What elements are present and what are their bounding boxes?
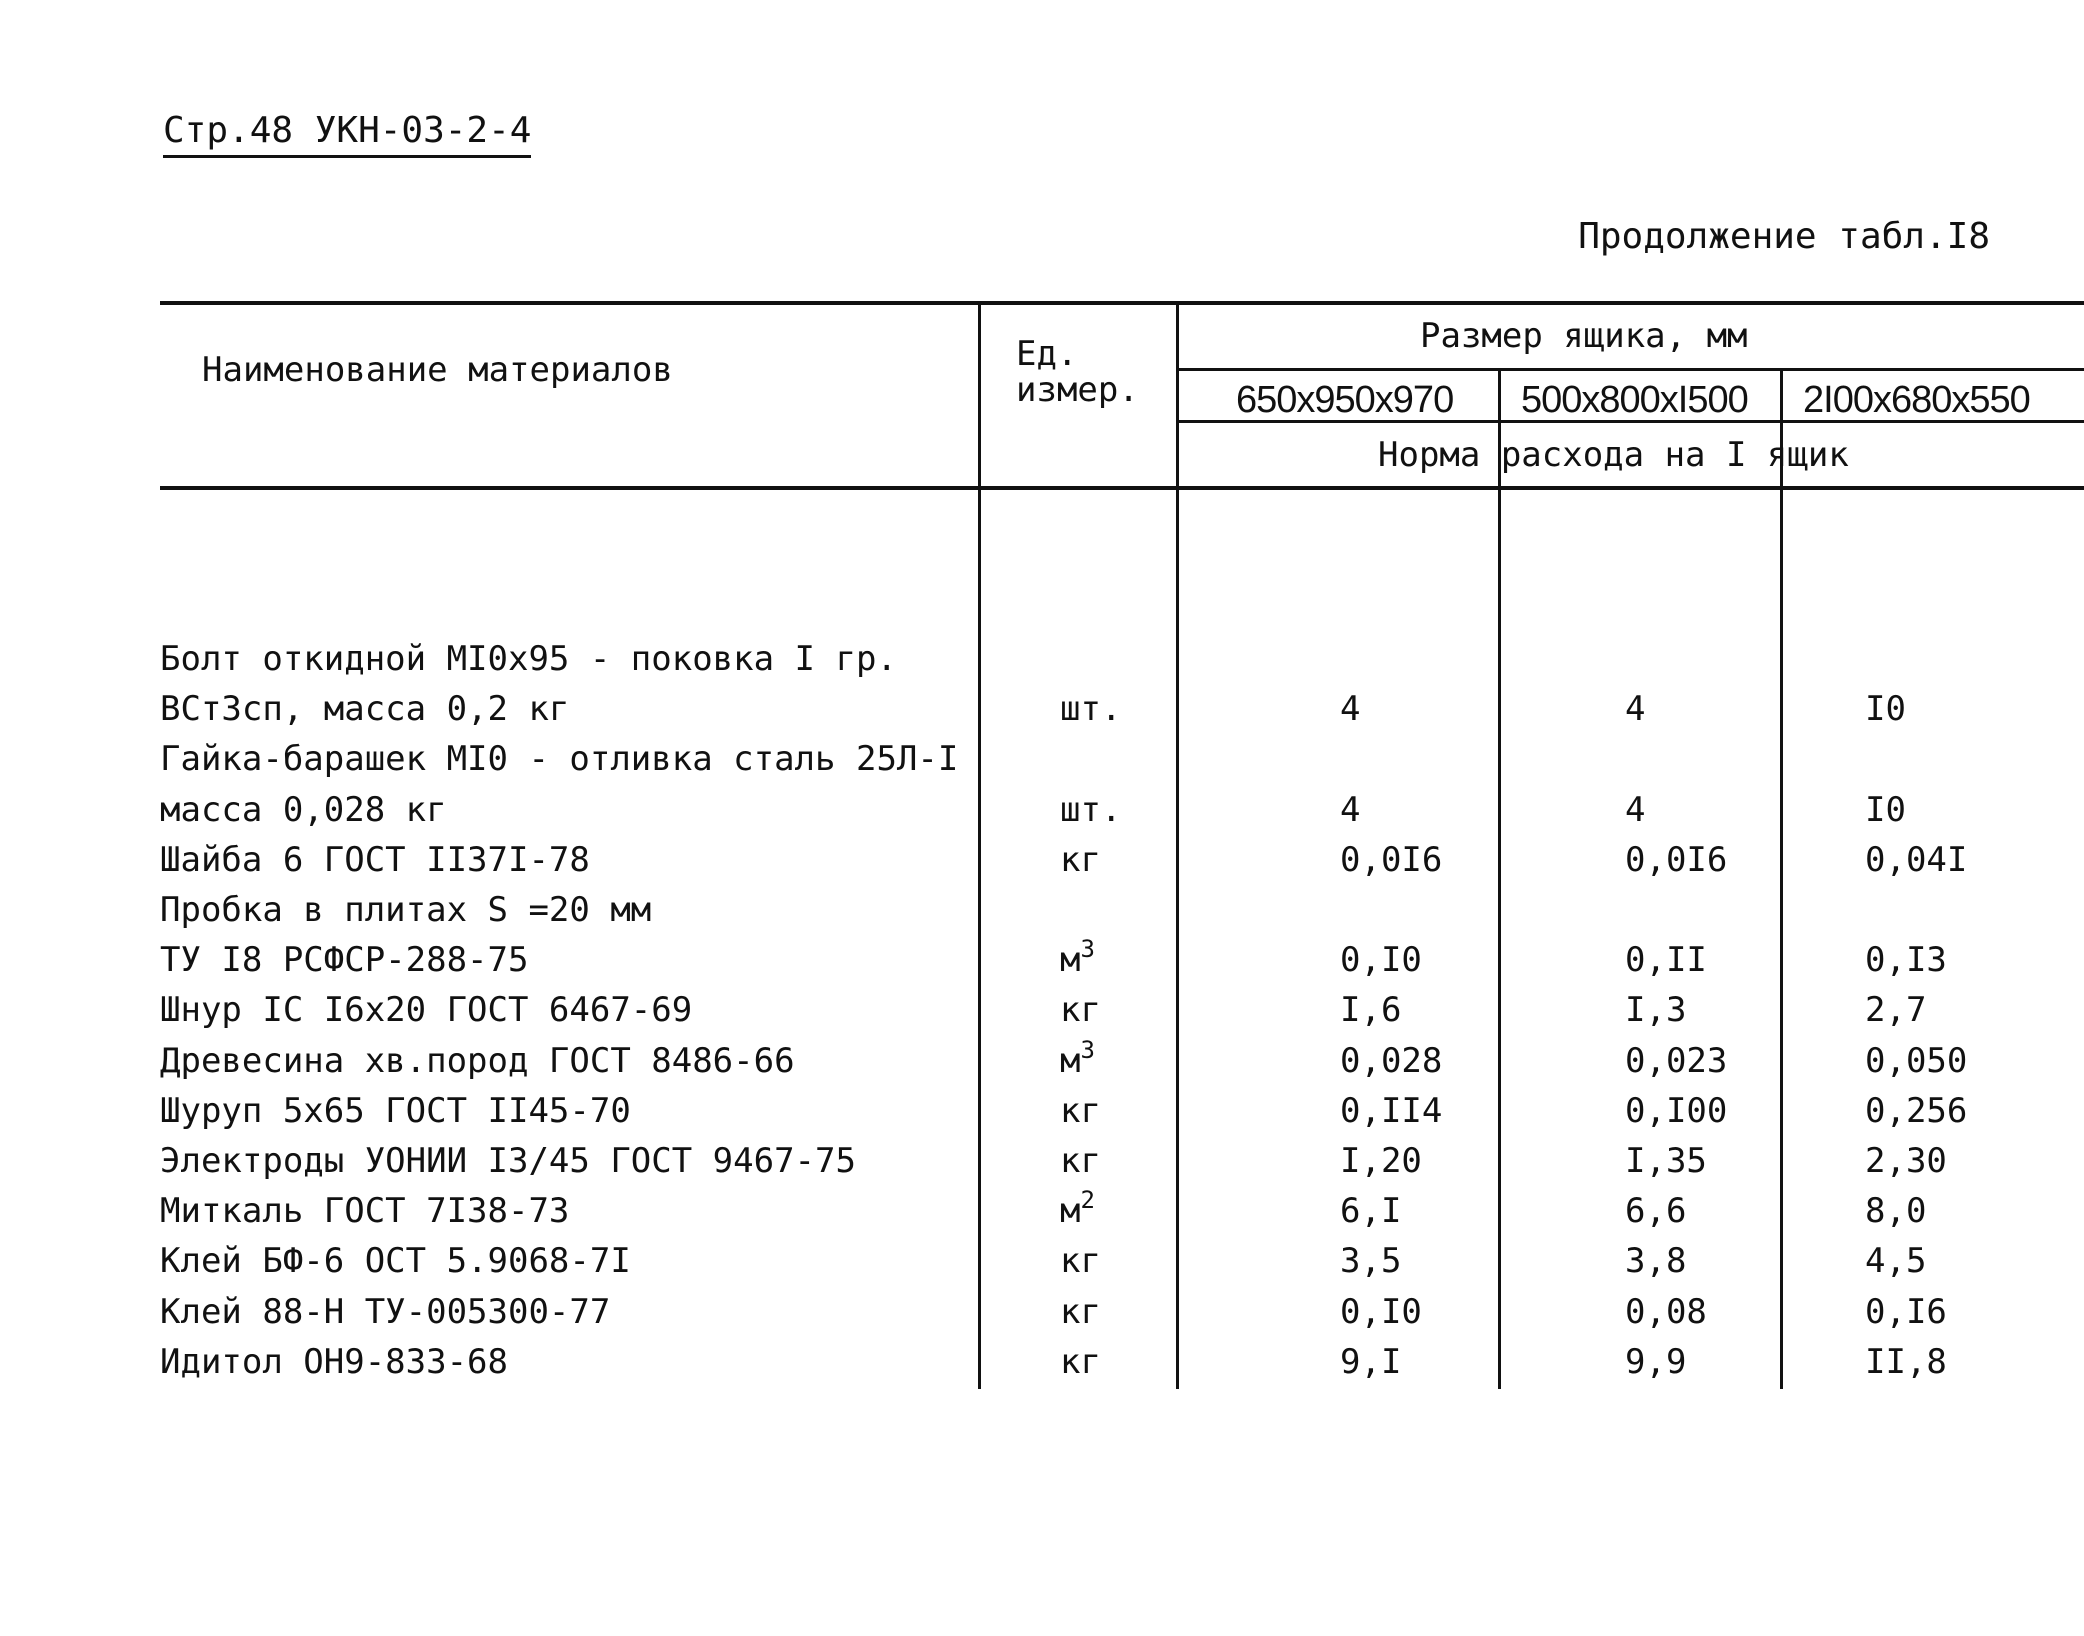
row-material-name: Клей 88-Н ТУ-005300-77: [160, 1292, 611, 1332]
row-material-name: Электроды УОНИИ I3/45 ГОСТ 9467-75: [160, 1141, 856, 1181]
row-value-size-2: 4: [1625, 790, 1646, 830]
row-unit-exponent: 3: [1080, 935, 1095, 963]
row-unit: [1060, 1342, 1101, 1382]
row-unit: [1060, 689, 1122, 729]
row-material-name: Шайба 6 ГОСТ II37I-78: [160, 840, 590, 880]
row-material-name: Болт откидной МI0х95 - поковка I гр.: [160, 639, 897, 679]
row-value-size-3: I0: [1865, 790, 1906, 830]
row-unit-base: кг: [1060, 840, 1101, 880]
row-value-size-2: 0,II: [1625, 940, 1707, 980]
row-material-name: ВСт3сп, масса 0,2 кг: [160, 689, 570, 729]
table-continuation-label: Продолжение табл.I8: [1578, 216, 1990, 257]
row-value-size-1: I,6: [1340, 990, 1402, 1030]
row-value-size-3: 0,050: [1865, 1041, 1968, 1081]
row-value-size-3: 0,256: [1865, 1091, 1968, 1131]
row-unit: [1060, 1241, 1101, 1281]
row-unit: [1060, 1186, 1095, 1231]
row-value-size-2: 9,9: [1625, 1342, 1687, 1382]
row-material-name: Гайка-барашек МI0 - отливка сталь 25Л-I: [160, 739, 959, 779]
row-unit-base: м: [1060, 1191, 1081, 1231]
row-unit: [1060, 1292, 1101, 1332]
row-material-name: Клей БФ-6 ОСТ 5.9068-7I: [160, 1241, 631, 1281]
row-value-size-3: II,8: [1865, 1342, 1947, 1382]
row-value-size-2: 4: [1625, 689, 1646, 729]
row-unit: [1060, 990, 1101, 1030]
row-unit-base: м: [1060, 1041, 1081, 1081]
row-material-name: ТУ I8 РСФСР-288-75: [160, 940, 529, 980]
row-value-size-2: 3,8: [1625, 1241, 1687, 1281]
table-top-rule: [160, 301, 2084, 305]
row-material-name: Пробка в плитах S =20 мм: [160, 890, 652, 930]
unit-column-divider: [978, 301, 981, 1389]
row-unit-base: шт.: [1060, 689, 1122, 729]
row-unit: [1060, 840, 1101, 880]
row-unit: [1060, 1036, 1095, 1081]
column-header-unit-line1: Ед.: [1016, 334, 1078, 374]
row-value-size-1: I,20: [1340, 1141, 1422, 1181]
row-value-size-1: 0,I0: [1340, 1292, 1422, 1332]
row-value-size-1: 4: [1340, 790, 1361, 830]
row-value-size-2: 0,08: [1625, 1292, 1707, 1332]
row-unit-base: кг: [1060, 990, 1101, 1030]
row-unit: [1060, 790, 1122, 830]
column-header-size-group: Размер ящика, мм: [1420, 316, 1748, 356]
row-value-size-3: 2,7: [1865, 990, 1927, 1030]
row-material-name: Идитол ОН9-833-68: [160, 1342, 508, 1382]
row-unit-base: кг: [1060, 1091, 1101, 1131]
row-value-size-1: 6,I: [1340, 1191, 1402, 1231]
row-value-size-3: I0: [1865, 689, 1906, 729]
page-reference: Стр.48 УКН-03-2-4: [163, 110, 531, 158]
row-value-size-2: I,3: [1625, 990, 1687, 1030]
header-bottom-rule: [160, 486, 2084, 490]
row-unit: [1060, 1091, 1101, 1131]
row-unit-exponent: 3: [1080, 1036, 1095, 1064]
row-value-size-1: 0,I0: [1340, 940, 1422, 980]
size-col-divider-3: [1780, 368, 1783, 1389]
row-material-name: Миткаль ГОСТ 7I38-73: [160, 1191, 570, 1231]
size-header-1: 650х950х970: [1236, 379, 1454, 421]
row-value-size-3: 0,I3: [1865, 940, 1947, 980]
row-value-size-3: 4,5: [1865, 1241, 1927, 1281]
row-value-size-1: 0,028: [1340, 1041, 1443, 1081]
row-value-size-1: 0,0I6: [1340, 840, 1443, 880]
row-value-size-3: 2,30: [1865, 1141, 1947, 1181]
row-unit-base: кг: [1060, 1292, 1101, 1332]
row-value-size-1: 4: [1340, 689, 1361, 729]
row-unit-base: шт.: [1060, 790, 1122, 830]
row-unit-base: кг: [1060, 1141, 1101, 1181]
row-value-size-1: 3,5: [1340, 1241, 1402, 1281]
row-value-size-2: I,35: [1625, 1141, 1707, 1181]
row-unit-exponent: 2: [1080, 1186, 1095, 1214]
values-column-divider: [1176, 301, 1179, 1389]
row-material-name: Шнур IС I6х20 ГОСТ 6467-69: [160, 990, 693, 1030]
row-value-size-3: 0,I6: [1865, 1292, 1947, 1332]
row-unit-base: м: [1060, 940, 1081, 980]
row-value-size-1: 0,II4: [1340, 1091, 1443, 1131]
row-value-size-1: 9,I: [1340, 1342, 1402, 1382]
row-value-size-3: 0,04I: [1865, 840, 1968, 880]
size-col-divider-2: [1498, 368, 1501, 1389]
row-value-size-2: 6,6: [1625, 1191, 1687, 1231]
row-value-size-3: 8,0: [1865, 1191, 1927, 1231]
row-material-name: Древесина хв.пород ГОСТ 8486-66: [160, 1041, 795, 1081]
size-header-2: 500х800хI500: [1521, 379, 1748, 421]
row-value-size-2: 0,I00: [1625, 1091, 1728, 1131]
row-unit-base: кг: [1060, 1342, 1101, 1382]
column-header-name: Наименование материалов: [202, 350, 673, 390]
row-unit-base: кг: [1060, 1241, 1101, 1281]
row-material-name: масса 0,028 кг: [160, 790, 447, 830]
row-unit: [1060, 1141, 1101, 1181]
row-unit: [1060, 935, 1095, 980]
norm-header: Норма расхода на I ящик: [1378, 435, 1849, 475]
column-header-unit-line2: измер.: [1016, 370, 1139, 410]
row-value-size-2: 0,0I6: [1625, 840, 1728, 880]
row-material-name: Шуруп 5х65 ГОСТ II45-70: [160, 1091, 631, 1131]
size-group-rule: [1178, 368, 2084, 371]
row-value-size-2: 0,023: [1625, 1041, 1728, 1081]
size-header-3: 2I00х680х550: [1803, 379, 2030, 421]
